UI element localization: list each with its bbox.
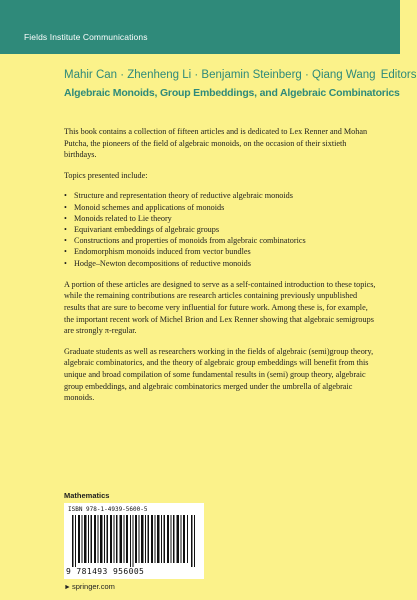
bullet-icon: • (64, 247, 67, 257)
bullet-icon: • (64, 258, 67, 268)
editors-line (64, 69, 417, 81)
audience-paragraph: Graduate students as well as researchers working in the fields of algebraic (semi)group theory, algebraic combinatorics, and the theory of algebraic group embeddings will benefit from this unique and broad compilation of some fundamental results in (semi) group theory, algebraic group embeddings, and algebraic combinatorics merged under the umbrella of algebraic monoids. (64, 346, 374, 403)
isbn-text: ISBN 978-1-4939-5600-5 (68, 506, 148, 513)
editor-names: Mahir Can · Zhenheng Li · Benjamin Steinberg · Qiang Wang (64, 69, 376, 81)
arrow-icon: ► (64, 584, 71, 591)
list-item: • Monoid schemes and applications of monoids (64, 202, 225, 212)
bullet-icon: • (64, 213, 67, 223)
list-item: • Equivariant embeddings of algebraic groups (64, 224, 220, 234)
book-title: Algebraic Monoids, Group Embeddings, and Algebraic Combinatorics (64, 87, 400, 99)
bullet-icon: • (64, 202, 67, 212)
back-cover-text (64, 126, 378, 413)
list-item: • Structure and representation theory of reductive algebraic monoids (64, 191, 293, 201)
subject-label: Mathematics (64, 491, 110, 500)
bullet-icon: • (64, 191, 67, 201)
bullet-icon: • (64, 236, 67, 246)
topics-intro: Topics presented include: (64, 170, 148, 180)
barcode-digits: 9 781493 956005 (66, 567, 145, 576)
barcode (64, 503, 204, 579)
publisher-url[interactable] (64, 582, 115, 591)
header-band (0, 0, 400, 54)
editors-label: Editors (380, 69, 417, 81)
list-item: • Hodge–Newton decompositions of reductive monoids (64, 258, 251, 268)
barcode-bars (72, 515, 196, 567)
list-item: • Monoids related to Lie theory (64, 213, 172, 223)
series-name: Fields Institute Communications (24, 32, 148, 42)
list-item: • Endomorphism monoids induced from vector bundles (64, 247, 251, 257)
bullet-icon: • (64, 224, 67, 234)
intro-paragraph: This book contains a collection of fifteen articles and is dedicated to Lex Renner and Mohan Putcha, the pioneers of the field of algebraic monoids, on the occasion of their sixtieth birthdays. (64, 127, 368, 160)
portion-paragraph: A portion of these articles are designed to serve as a self-contained introduction to these topics, while the remaining contributions are research articles containing previously unpublished results that are sure to become very influential for future work. Among these is, for example, the important recent work of Michel Brion and Lex Renner showing that algebraic semigroups are strongly π-regular. (64, 279, 376, 336)
list-item: • Constructions and properties of monoids from algebraic combinatorics (64, 236, 306, 246)
url-text: springer.com (71, 582, 115, 591)
topics-list (64, 190, 378, 268)
